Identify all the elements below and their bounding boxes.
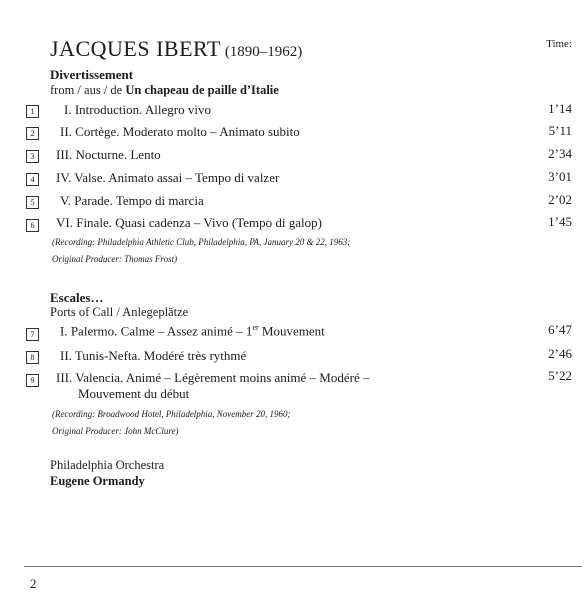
track-duration: 6’47 — [548, 322, 572, 337]
page-number: 2 — [30, 576, 37, 591]
composer-dates: (1890–1962) — [224, 44, 303, 60]
track-number-box: 3 — [26, 150, 39, 163]
conductor-credit: Eugene Ormandy — [50, 474, 145, 488]
track-title: I. Introduction. Allegro vivo — [64, 102, 211, 117]
composer-heading — [50, 36, 302, 62]
track-number-box: 8 — [26, 351, 39, 364]
track-number-box: 6 — [26, 219, 39, 232]
track-title — [60, 323, 325, 339]
track-duration: 1’14 — [548, 101, 572, 116]
track-title: IV. Valse. Animato assai – Tempo di valzer — [56, 170, 280, 185]
track-title-main: I. Palermo. Calme – Assez animé – 1 — [60, 323, 253, 339]
work-subtitle-escales: Ports of Call / Anlegeplätze — [50, 305, 189, 319]
track-title: V. Parade. Tempo di marcia — [60, 193, 204, 208]
ordinal-superscript: er — [252, 323, 259, 332]
track-number-box: 7 — [26, 328, 39, 341]
footer-divider — [24, 566, 582, 567]
track-number-box: 1 — [26, 105, 39, 118]
track-number-box: 9 — [26, 374, 39, 387]
recording-note-line: Original Producer: John McClure) — [52, 426, 179, 436]
track-title: III. Nocturne. Lento — [56, 147, 161, 162]
track-title: II. Cortège. Moderato molto – Animato subito — [60, 124, 300, 139]
recording-note-line: Original Producer: Thomas Frost) — [52, 254, 178, 264]
time-column-header: Time: — [546, 38, 572, 50]
track-number-box: 5 — [26, 196, 39, 209]
track-title: VI. Finale. Quasi cadenza – Vivo (Tempo di galop) — [56, 215, 322, 230]
subtitle-prefix: from / aus / de — [50, 83, 126, 97]
track-duration: 2’34 — [548, 146, 572, 161]
track-title-continuation: Mouvement du début — [78, 386, 190, 401]
track-duration: 3’01 — [548, 169, 572, 184]
track-title-end: Mouvement — [258, 323, 325, 339]
orchestra-credit: Philadelphia Orchestra — [50, 458, 165, 472]
track-number-box: 4 — [26, 173, 39, 186]
track-duration: 5’22 — [548, 368, 572, 383]
subtitle-source-work: Un chapeau de paille d’Italie — [125, 83, 279, 97]
work-subtitle-divertissement — [50, 83, 279, 98]
track-duration: 1’45 — [548, 214, 572, 229]
track-title: II. Tunis-Nefta. Modéré très rythmé — [60, 348, 247, 363]
track-title: III. Valencia. Animé – Légèrement moins animé – Modéré – — [56, 370, 370, 385]
composer-name: JACQUES IBERT — [50, 36, 221, 61]
track-number-box: 2 — [26, 127, 39, 140]
recording-note-line: (Recording: Broadwood Hotel, Philadelphia, November 20, 1960; — [52, 409, 291, 419]
recording-note-line: (Recording: Philadelphia Athletic Club, Philadelphia, PA, January 20 & 22, 1963; — [52, 237, 351, 247]
track-duration: 2’02 — [548, 192, 572, 207]
work-title-escales: Escales… — [50, 290, 104, 305]
track-duration: 5’11 — [548, 123, 572, 138]
track-duration: 2’46 — [548, 346, 572, 361]
work-title-divertissement: Divertissement — [50, 67, 134, 82]
